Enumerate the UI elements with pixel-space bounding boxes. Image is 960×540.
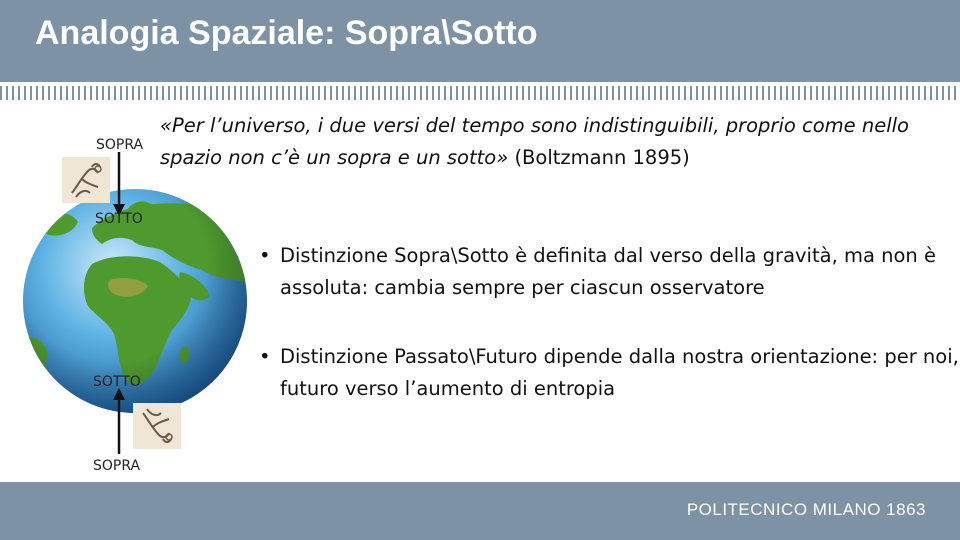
bullet-item bbox=[255, 240, 960, 304]
down-arrow-icon bbox=[113, 152, 125, 216]
up-arrow-icon bbox=[113, 388, 125, 454]
ruler-ticks bbox=[0, 86, 960, 100]
boltzmann-quote bbox=[160, 110, 960, 174]
label-bottom-sotto: SOTTO bbox=[93, 374, 141, 390]
bullet-text: Distinzione Passato\Futuro dipende dalla nostra orientazione: per noi, futuro verso l’aumento di entropia bbox=[280, 345, 959, 400]
footer-bar bbox=[0, 482, 960, 540]
slide-title: Analogia Spaziale: Sopra\Sotto bbox=[35, 14, 538, 52]
header-bar bbox=[0, 0, 960, 82]
bullet-item bbox=[255, 341, 960, 405]
person-sketch-image-top bbox=[62, 157, 110, 203]
label-bottom-sopra: SOPRA bbox=[93, 458, 141, 474]
bullet-marker: • bbox=[259, 244, 271, 267]
label-top-sopra: SOPRA bbox=[96, 137, 144, 153]
bullet-marker: • bbox=[259, 345, 271, 368]
bullet-list bbox=[255, 240, 960, 442]
politecnico-logo: POLITECNICO MILANO 1863 bbox=[686, 500, 926, 519]
quote-citation: (Boltzmann 1895) bbox=[508, 146, 690, 169]
person-sketch-image-bottom bbox=[133, 403, 181, 449]
quote-text: «Per l’universo, i due versi del tempo sono indistinguibili, proprio come nello spazio non c’è un sopra e un sotto» bbox=[160, 114, 909, 169]
label-top-sotto: SOTTO bbox=[95, 211, 143, 227]
bullet-text: Distinzione Sopra\Sotto è definita dal verso della gravità, ma non è assoluta: cambia sempre per ciascun osservatore bbox=[280, 244, 936, 299]
